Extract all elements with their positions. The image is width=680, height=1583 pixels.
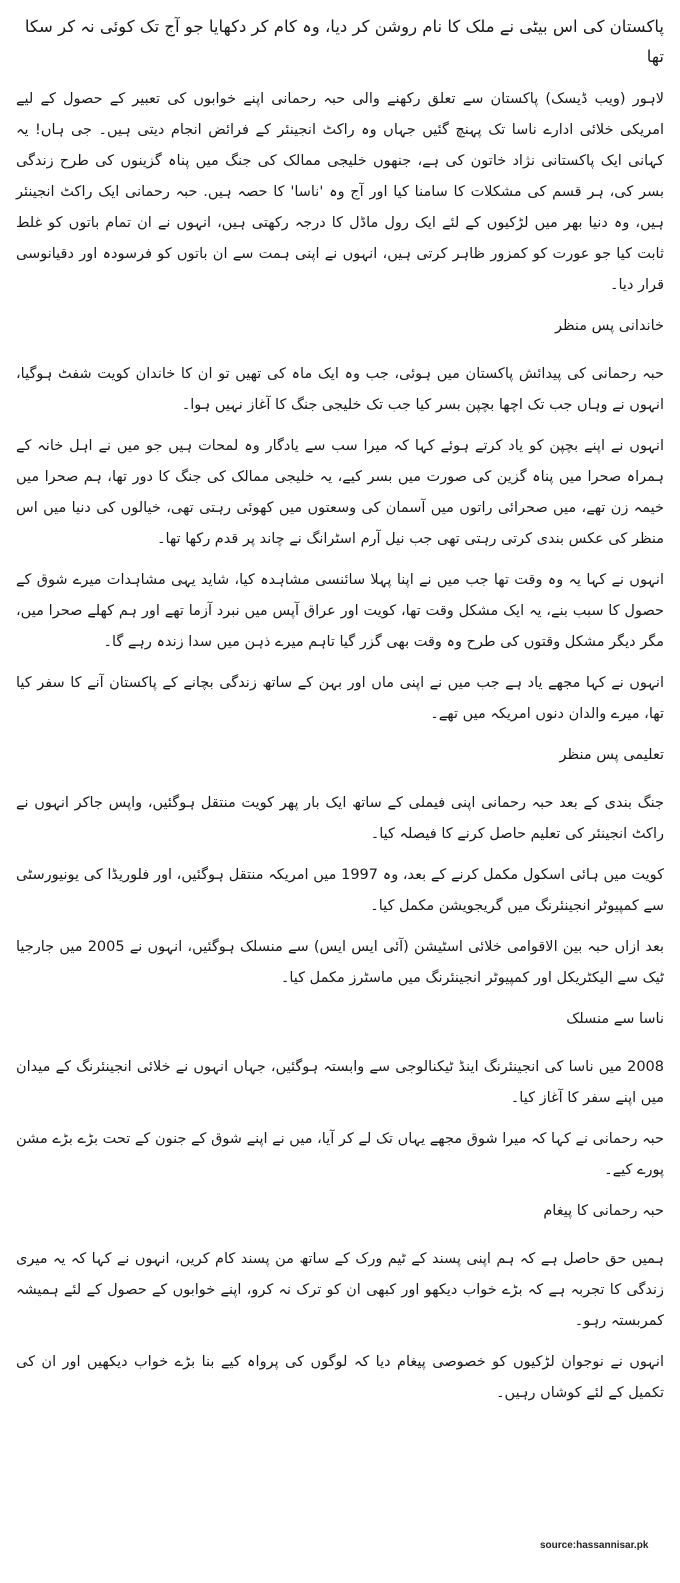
paragraph: انہوں نے نوجوان لڑکیوں کو خصوصی پیغام دیا کہ لوگوں کی پرواہ کیے بنا بڑے خواب دیکھیں اور ان کی تکمیل کے لئے کوشاں رہیں۔ [16,1354,664,1401]
paragraph: انہوں نے کہا مجھے یاد ہے جب میں نے اپنی ماں اور بہن کے ساتھ زندگی بچانے کے پاکستان آنے کا سفر کیا تھا، میرے والدان دنوں امریکہ میں تھے۔ [16,675,664,722]
paragraph: انہوں نے اپنے بچپن کو یاد کرتے ہوئے کہا کہ میرا سب سے یادگار وہ لمحات ہیں جو میں نے اہل خانہ کے ہمراہ صحرا میں پناہ گزین کی صورت میں بسر کیے، یہ خلیجی ممالک کی جنگ کا دور تھا، ہم صحرا میں خیمہ زن تھے، میں صحرائی راتوں میں آسمان کی وسعتوں میں کھوئی رہتی تھی، خیالوں کی دنیا میں اس منظر کی عکس بندی کرتی رہتی تھی جب نیل آرم اسٹرانگ نے چاند پر قدم رکھا تھا۔ [16,438,664,547]
section-nasa [16,1004,664,1186]
source-credit: source:hassannisar.pk [540,1540,649,1551]
paragraph: بعد ازاں حبہ بین الاقوامی خلائی اسٹیشن (آئی ایس ایس) سے منسلک ہوگئیں، انہوں نے 2005 میں جارجیا ٹیک سے الیکٹریکل اور کمپیوٹر انجینئرنگ میں ماسٹرز مکمل کیا۔ [16,939,664,986]
article [16,12,664,1419]
section-education-background [16,740,664,994]
paragraph: انہوں نے کہا یہ وہ وقت تھا جب میں نے اپنا پہلا سائنسی مشاہدہ کیا، شاید یہی مشاہدات میرے شوق کے حصول کا سبب بنے، یہ ایک مشکل وقت تھا، کویت اور عراق آپس میں نبرد آزما تھے اور ہم کھلے صحرا میں، مگر دیگر مشکل وقتوں کی طرح وہ وقت بھی گزر گیا تاہم میرے ذہن میں سدا زندہ رہے گا۔ [16,572,664,650]
section-family-background [16,311,664,730]
section-heading: حبہ رحمانی کا پیغام [543,1203,664,1219]
paragraph: حبہ رحمانی کی پیدائش پاکستان میں ہوئی، جب وہ ایک ماہ کی تھیں تو ان کا خاندان کویت شفٹ ہوگیا، انہوں نے وہاں جب تک اچھا بچپن بسر کیا جب تک خلیجی جنگ کا آغاز نہیں ہوا۔ [16,366,664,413]
paragraph: کویت میں ہائی اسکول مکمل کرنے کے بعد، وہ 1997 میں امریکہ منتقل ہوگئیں، اور فلوریڈا کی یونیورسٹی سے کمپیوٹر انجینئرنگ میں گریجویشن مکمل کیا۔ [16,867,665,914]
paragraph: جنگ بندی کے بعد حبہ رحمانی اپنی فیملی کے ساتھ ایک بار پھر کویت منتقل ہوگئیں، واپس جاکر انہوں نے راکٹ انجینئر کی تعلیم حاصل کرنے کا فیصلہ کیا۔ [16,795,664,842]
article-title: پاکستان کی اس بیٹی نے ملک کا نام روشن کر دیا، وہ کام کر دکھایا جو آج تک کوئی نہ کر سکا تھا [24,17,664,66]
paragraph: حبہ رحمانی نے کہا کہ میرا شوق مجھے یہاں تک لے کر آیا، میں نے اپنے شوق کے جنون کے تحت بڑے بڑے مشن پورے کیے۔ [16,1131,664,1178]
article-intro: لاہور (ویب ڈیسک) پاکستان سے تعلق رکھنے والی حبہ رحمانی اپنے خوابوں کی تعبیر کے حصول کے لیے امریکی خلائی ادارے ناسا تک پہنچ گئیں جہاں وہ راکٹ انجینئر کے فرائض انجام دیتی ہیں۔ جی ہاں! یہ کہانی ایک پاکستانی نژاد خاتون کی ہے، جنھوں خلیجی ممالک کی جنگ میں پناہ گزینوں کی طرح زندگی بسر کی، ہر قسم کی مشکلات کا سامنا کیا اور آج وہ 'ناسا' کا حصہ ہیں. حبہ رحمانی ایک راکٹ انجینئر ہیں، وہ دنیا بھر میں لڑکیوں کے لئے ایک رول ماڈل کا درجہ رکھتی ہیں، انہوں نے ان تمام باتوں کو غلط ثابت کیا جو عورت کو کمزور ظاہر کرتی ہیں، انہوں نے اپنی ہمت سے ان باتوں کو فرسودہ اور دقیانوسی قرار دیا۔ [16,91,664,293]
section-heading: ناسا سے منسلک [566,1011,664,1027]
section-message [16,1196,664,1409]
paragraph: 2008 میں ناسا کی انجینئرنگ اینڈ ٹیکنالوجی سے وابستہ ہوگئیں، جہاں انہوں نے خلائی انجینئرنگ کے میدان میں اپنے سفر کا آغاز کیا۔ [16,1059,664,1106]
section-heading: خاندانی پس منظر [555,318,664,334]
section-heading: تعلیمی پس منظر [559,747,664,763]
paragraph: ہمیں حق حاصل ہے کہ ہم اپنی پسند کے ٹیم ورک کے ساتھ من پسند کام کریں، انہوں نے کہا کہ یہ میری زندگی کا تجربہ ہے کہ بڑے خواب دیکھو اور کبھی ان کو ترک نہ کرو، اپنے خوابوں کے حصول کے لئے ہمیشہ کمربستہ رہو۔ [16,1251,664,1329]
